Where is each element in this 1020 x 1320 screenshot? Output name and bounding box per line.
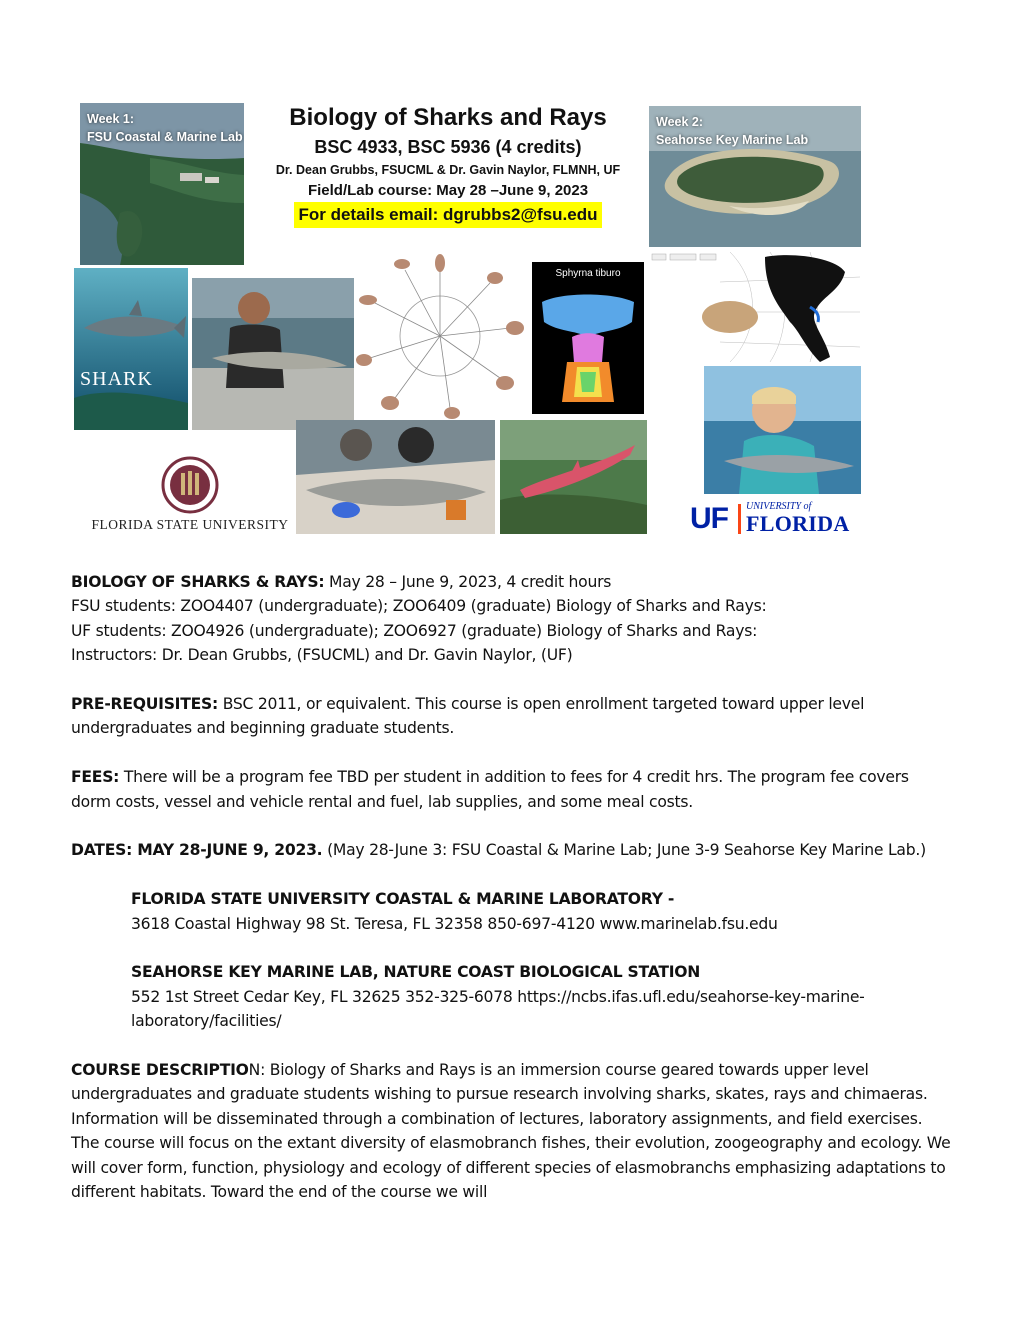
prereq-heading: PRE-REQUISITES: <box>71 695 218 714</box>
uf-logo <box>690 500 860 538</box>
description-section <box>71 1058 951 1204</box>
intro-heading: BIOLOGY OF SHARKS & RAYS: <box>71 573 325 591</box>
book-title: SHARK <box>80 368 153 390</box>
seahorse-lab-heading: SEAHORSE KEY MARINE LAB, NATURE COAST BIOLOGICAL STATION <box>131 963 701 982</box>
fsu-course-line: FSU students: ZOO4407 (undergraduate); ZOO6409 (graduate) Biology of Sharks and Rays: <box>71 597 767 616</box>
uf-university-of: UNIVERSITY of <box>746 501 812 512</box>
course-body <box>71 570 951 1229</box>
week1-label-line1: Week 1: <box>87 112 135 126</box>
fsu-seal-icon <box>161 456 219 514</box>
researcher-holding-shark-photo <box>192 278 354 430</box>
uf-course-line: UF students: ZOO4926 (undergraduate); ZOO6927 (graduate) Biology of Sharks and Rays: <box>71 621 758 640</box>
uf-mark: UF <box>690 502 728 535</box>
uf-florida: FLORIDA <box>746 511 850 536</box>
description-heading-tail: N <box>248 1061 261 1080</box>
week2-photo <box>649 106 861 247</box>
range-map-screenshot <box>650 252 860 362</box>
intro-section <box>71 570 951 668</box>
week1-label-line2: FSU Coastal & Marine Lab <box>87 130 243 144</box>
underwater-shark-photo <box>500 420 647 534</box>
prereq-section <box>71 692 951 741</box>
seahorse-lab-address: 552 1st Street Cedar Key, FL 32625 352-325-6078 https://ncbs.ifas.ufl.edu/seahorse-key-marine-laboratory/facilities/ <box>131 987 865 1031</box>
fsu-lab-address: 3618 Coastal Highway 98 St. Teresa, FL 32358 850-697-4120 www.marinelab.fsu.edu <box>131 914 778 933</box>
fees-section <box>71 765 951 814</box>
fsu-logo <box>90 456 290 536</box>
fees-heading: FEES: <box>71 768 120 787</box>
course-codes: BSC 4933, BSC 5936 (4 credits) <box>314 137 582 157</box>
prereq-text: BSC 2011, or equivalent. This course is open enrollment targeted toward upper level undergraduates and beginning graduate students. <box>71 695 865 738</box>
dates-text: (May 28-June 3: FSU Coastal & Marine Lab; June 3-9 Seahorse Key Marine Lab.) <box>322 841 926 860</box>
course-instructors: Dr. Dean Grubbs, FSUCML & Dr. Gavin Naylor, FLMNH, UF <box>275 163 621 177</box>
week2-label-line2: Seahorse Key Marine Lab <box>656 133 809 147</box>
week2-label-line1: Week 2: <box>656 115 704 129</box>
fsu-lab-heading: FLORIDA STATE UNIVERSITY COASTAL & MARINE LABORATORY - <box>131 890 675 909</box>
fees-text: There will be a program fee TBD per student in addition to fees for 4 credit hrs. The program fee covers dorm costs, vessel and vehicle rental and fuel, lab supplies, and some meal costs. <box>71 768 909 811</box>
seahorse-lab-section <box>131 960 951 1033</box>
course-dates: Field/Lab course: May 28 –June 9, 2023 <box>307 182 589 199</box>
dates-heading: DATES: MAY 28-JUNE 9, 2023. <box>71 841 323 860</box>
fsu-name: FLORIDA STATE UNIVERSITY <box>91 517 289 532</box>
description-text: : Biology of Sharks and Rays is an immersion course geared towards upper level undergraduates and graduate students wishing to pursue research involving sharks, skates, rays and chimaeras. Information will be disseminated through a combination of lectures, laboratory assignments, and field exercises. The course will focus on the extant diversity of elasmobranch fishes, their evolution, zoogeography and ecology. We will cover form, function, physiology and ecology of different species of elasmobranchs emphasizing adaptations to different habitats. Toward the end of the course we will <box>71 1061 951 1202</box>
details-email[interactable]: For details email: dgrubbs2@fsu.edu <box>294 202 601 228</box>
shark-book-cover <box>74 268 188 430</box>
hammerhead-skull-scan <box>532 262 644 414</box>
fsu-lab-section <box>131 887 951 936</box>
phylogeny-diagram <box>350 248 530 423</box>
shark-handling-photo <box>296 420 495 534</box>
dates-section <box>71 838 951 862</box>
skull-caption: Sphyrna tiburo <box>555 268 621 279</box>
uf-divider <box>738 504 741 534</box>
flyer-header <box>248 100 648 228</box>
description-heading: COURSE DESCRIPTIO <box>71 1061 249 1080</box>
instructors-line: Instructors: Dr. Dean Grubbs, (FSUCML) and Dr. Gavin Naylor, (UF) <box>71 646 573 665</box>
week1-photo <box>80 103 244 265</box>
student-holding-shark-photo <box>704 366 861 494</box>
intro-heading-text: May 28 – June 9, 2023, 4 credit hours <box>324 573 612 591</box>
course-title: Biology of Sharks and Rays <box>289 104 607 131</box>
